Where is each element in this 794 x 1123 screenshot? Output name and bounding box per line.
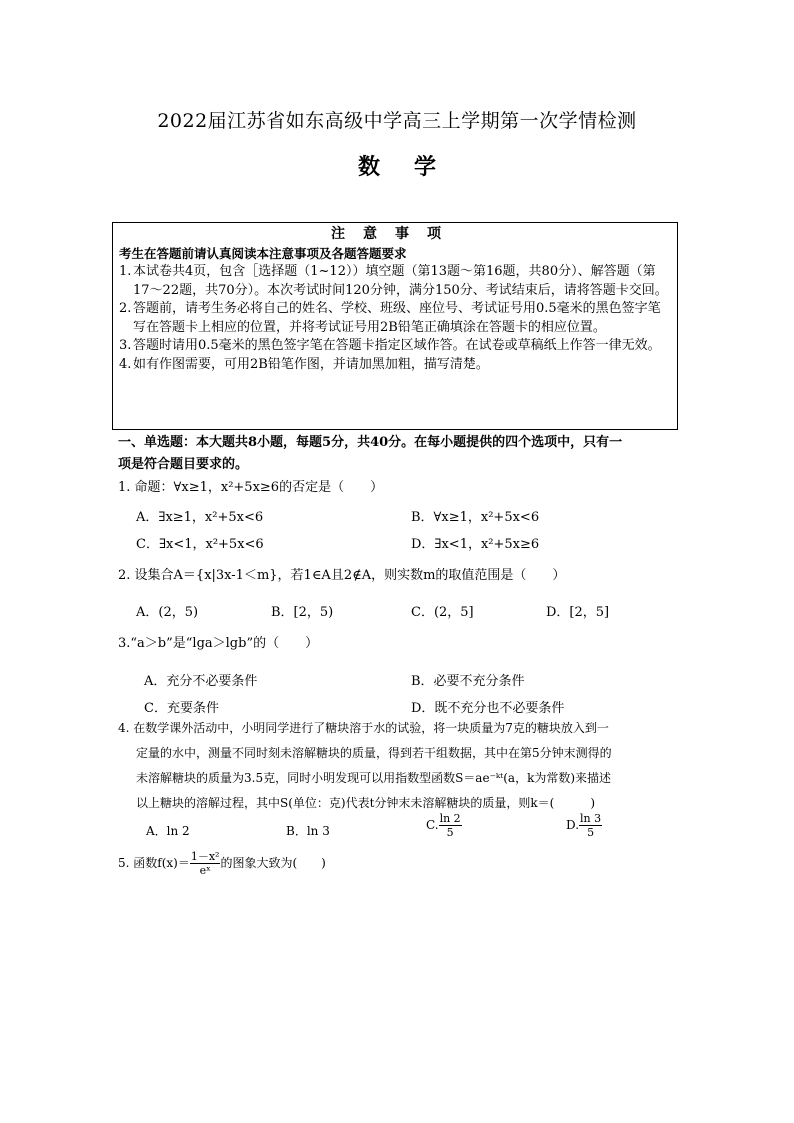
question-4-line: 以上糖块的溶解过程，其中S(单位：克)代表t分钟末未溶解糖块的质量，则k＝( )	[136, 796, 596, 810]
option-c-fraction	[439, 812, 462, 839]
notice-item-text: 如有作图需要，可用2B铅笔作图，并请加黑加粗，描写清楚。	[133, 356, 489, 372]
option-c: C．∃x<1，x²+5x<6	[136, 537, 264, 552]
fraction-denominator: 5	[446, 826, 454, 839]
section-heading-line: 一、单选题：本大题共8小题，每题5分，共40分。在每小题提供的四个选项中，只有一	[118, 435, 623, 450]
option-c: C．(2，5]	[411, 605, 474, 620]
notice-heading: 注意事项	[331, 226, 459, 242]
option-c: C．充要条件	[144, 701, 219, 716]
question-5-fraction	[190, 850, 221, 877]
notice-item-text: 答题前，请考生务必将自己的姓名、学校、班级、座位号、考试证号用0.5毫米的黑色签字笔写在答题卡上相应的位置，并将考试证号用2B铅笔正确填涂在答题卡的相应位置。	[133, 301, 661, 335]
notice-item	[119, 300, 671, 337]
section-heading	[118, 432, 678, 476]
option-d: D．∃x<1，x²+5x≥6	[411, 537, 540, 552]
option-a: A．充分不必要条件	[144, 674, 258, 689]
notice-item	[119, 337, 671, 356]
option-b: B．∀x≥1，x²+5x<6	[411, 510, 540, 525]
fraction-denominator: eˣ	[199, 864, 211, 877]
option-b: B．必要不充分条件	[411, 674, 525, 689]
option-b: B．ln 3	[286, 824, 330, 838]
question-4-line: 定量的水中，测量不同时刻未溶解糖块的质量，得到若干组数据，其中在第5分钟末测得的	[136, 746, 612, 760]
notice-item	[119, 263, 671, 300]
question-5-prefix: 5. 函数f(x)＝	[118, 856, 190, 870]
subject-title: 数学	[357, 154, 470, 180]
question-4-line: 4. 在数学课外活动中，小明同学进行了糖块溶于水的试验，将一块质量为7克的糖块放入到一	[118, 721, 609, 735]
fraction-numerator: 1－x²	[190, 850, 220, 863]
notice-item	[119, 356, 671, 375]
option-d-prefix: D.	[566, 818, 580, 832]
question-2-stem: 2. 设集合A＝{x|3x-1＜m}，若1∈A且2∉A，则实数m的取值范围是（ ）	[118, 568, 566, 583]
notice-intro: 考生在答题前请认真阅读本注意事项及各题答题要求	[119, 245, 407, 261]
notice-item-text: 答题时请用0.5毫米的黑色签字笔在答题卡指定区域作答。在试卷或草稿纸上作答一律无效。	[133, 338, 661, 353]
option-a: A．ln 2	[146, 824, 190, 838]
question-4-stem	[118, 716, 688, 816]
question-5-suffix: 的图象大致为( )	[220, 856, 326, 870]
option-b: B．[2，5)	[271, 605, 334, 620]
question-3-stem: 3.“a＞b”是“lga＞lgb”的（ ）	[118, 636, 319, 651]
notice-box	[112, 222, 678, 430]
fraction-denominator: 5	[587, 826, 595, 839]
question-4-line: 未溶解糖块的质量为3.5克，同时小明发现可以用指数型函数S＝ae⁻ᵏᵗ(a，k为常数)来描述	[136, 771, 612, 785]
option-d-fraction	[579, 812, 602, 839]
option-a: A．(2，5)	[136, 605, 199, 620]
notice-item-number: 3.	[119, 338, 132, 353]
option-d: D．既不充分也不必要条件	[411, 701, 565, 716]
exam-title: 2022届江苏省如东高级中学高三上学期第一次学情检测	[157, 110, 637, 132]
section-heading-line: 项是符合题目要求的。	[118, 457, 249, 472]
question-5-stem	[118, 850, 688, 877]
notice-item-number: 1.	[119, 264, 132, 279]
notice-item-number: 2.	[119, 301, 132, 316]
option-c-prefix: C.	[426, 818, 439, 832]
question-1-stem: 1. 命题：∀x≥1，x²+5x≥6的否定是（ ）	[118, 480, 384, 495]
option-d	[566, 812, 602, 839]
notice-item-number: 4.	[119, 356, 132, 372]
notice-item-text: 本试卷共4页，包含［选择题（1~12））填空题（第13题～第16题，共80分）、解答题（第17～22题，共70分）。本次考试时间120分钟，满分150分、考试结束后，请将答题卡交回。	[133, 264, 668, 298]
fraction-numerator: ln 2	[439, 812, 461, 825]
option-c	[426, 812, 462, 839]
option-a: A．∃x≥1，x²+5x<6	[136, 510, 264, 525]
option-d: D．[2，5]	[546, 605, 610, 620]
fraction-numerator: ln 3	[580, 812, 602, 825]
